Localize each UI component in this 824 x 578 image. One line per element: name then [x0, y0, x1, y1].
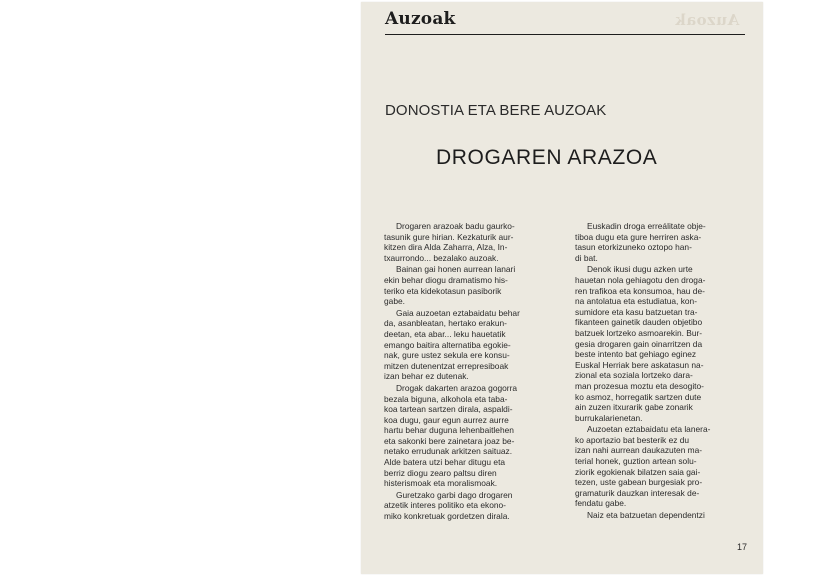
text-line: bezala biguna, alkohola eta taba- [384, 393, 508, 404]
text-line: Alde batera utzi behar ditugu eta [384, 457, 506, 468]
right-column [575, 221, 744, 522]
text-line: Guretzako garbi dago drogaren [396, 489, 513, 500]
text-line: Drogak dakarten arazoa gogorra [396, 382, 518, 393]
paragraph [575, 264, 744, 423]
paragraph [384, 221, 552, 263]
section-header [385, 10, 745, 35]
text-line: teriko eta kidekotasun pasiborik [384, 285, 502, 296]
left-column [384, 221, 552, 523]
text-line: zional eta soziala lortzeko dara- [575, 370, 693, 381]
text-line: nak, gure ustez sekula ere konsu- [384, 350, 510, 361]
text-line: eta sakonki bere zainetara joaz be- [384, 435, 515, 446]
text-line: man prozesua moztu eta desogito- [575, 380, 704, 391]
section-title: Auzoak [385, 9, 456, 29]
text-line: Denok ikusi dugu azken urte [587, 264, 693, 275]
text-line: kitzen dira Alda Zaharra, Alza, In- [384, 242, 508, 253]
text-line: di bat. [575, 252, 598, 263]
text-line: ren trafikoa eta konsumoa, hau de- [575, 285, 705, 296]
paragraph [575, 221, 744, 263]
text-line: miko konkretuak gordetzen dirala. [384, 511, 510, 522]
text-line: Drogaren arazoak badu gaurko- [396, 221, 515, 231]
text-line: deetan, eta abar... leku hauetatik [384, 328, 506, 339]
text-line: ekin behar diogu dramatismo his- [384, 274, 508, 285]
text-line: gesia drogaren gain oinarritzen da [575, 338, 703, 349]
text-line: atzetik interes politiko eta ekono- [384, 500, 506, 511]
text-line: tezen, uste gabean burgesiak pro- [575, 477, 703, 488]
article-kicker: DONOSTIA ETA BERE AUZOAK [385, 102, 607, 119]
paragraph [384, 490, 552, 522]
article-title: DROGAREN ARAZOA [436, 146, 658, 169]
paragraph [384, 383, 552, 489]
text-line: netako errudunak arkitzen saituaz. [384, 446, 513, 457]
paragraph [575, 510, 744, 521]
text-line: Euskadin droga erreálitate obje- [587, 221, 706, 231]
paragraph [575, 424, 744, 509]
text-line: ain zuzen itxurarik gabe zonarik [575, 402, 693, 413]
text-line: gramaturik dauzkan interesak de- [575, 487, 700, 498]
text-line: ziorik egokienak bilatzen saia gai- [575, 466, 701, 477]
text-line: burrukalarienetan. [575, 412, 643, 423]
bleed-through-title: Auzoak [674, 11, 739, 29]
text-line: Euskal Herriak bere askatasun na- [575, 359, 704, 370]
text-line: Naiz eta batzuetan dependentzi [587, 510, 705, 521]
paragraph [384, 308, 552, 382]
text-line: Bainan gai honen aurrean lanari [396, 264, 516, 275]
text-line: tasun etorkizuneko oztopo han- [575, 242, 692, 253]
text-line: histerismoak eta moralismoak. [384, 478, 498, 489]
text-line: Auzoetan eztabaidatu eta lanera- [587, 424, 711, 435]
text-line: tiboa dugu eta gure herriren aska- [575, 231, 702, 242]
text-line: terial honek, guztion artean solu- [575, 456, 697, 467]
paragraph [384, 264, 552, 306]
text-line: koa dugu, gaur egun aurrez aurre [384, 414, 509, 425]
text-line: izan behar ez dutenak. [384, 371, 469, 382]
text-line: ko asmoz, horregatik sartzen dute [575, 391, 702, 402]
text-line: koa tartean sartzen dirala, aspaldi- [384, 404, 513, 415]
text-line: fendatu gabe. [575, 498, 627, 509]
text-line: na antolatua eta estudiatua, kon- [575, 296, 697, 307]
text-line: hartu behar duguna lehenbaitlehen [384, 425, 514, 436]
text-line: da, asanbleatan, hertako erakun- [384, 318, 507, 329]
text-line: hauetan nola gehiagotu den droga- [575, 274, 706, 285]
text-line: txaurrondo... bezalako auzoak. [384, 252, 499, 263]
text-line: fikanteen gainetik dauden objetibo [575, 317, 703, 328]
text-line: berriz diogu zearo paltsu diren [384, 467, 497, 478]
text-line: sumidore eta kasu batzuetan tra- [575, 306, 698, 317]
magazine-page [361, 2, 763, 574]
text-line: mitzen dutenentzat errepresiboak [384, 360, 509, 371]
text-line: emango baitira alternatiba egokie- [384, 339, 511, 350]
text-line: izan nahi aurrean daukazuten ma- [575, 445, 703, 456]
text-line: ko aportazio bat besterik ez du [575, 434, 690, 445]
page-number: 17 [736, 542, 747, 552]
text-line: tasunik gure hirian. Kezkaturik aur- [384, 231, 514, 242]
text-line: gabe. [384, 296, 405, 307]
text-line: Gaia auzoetan eztabaidatu behar [396, 307, 520, 318]
text-line: beste intento bat gehiago eginez [575, 349, 697, 360]
text-line: batzuek lortzeko asmoarekin. Bur- [575, 327, 703, 338]
